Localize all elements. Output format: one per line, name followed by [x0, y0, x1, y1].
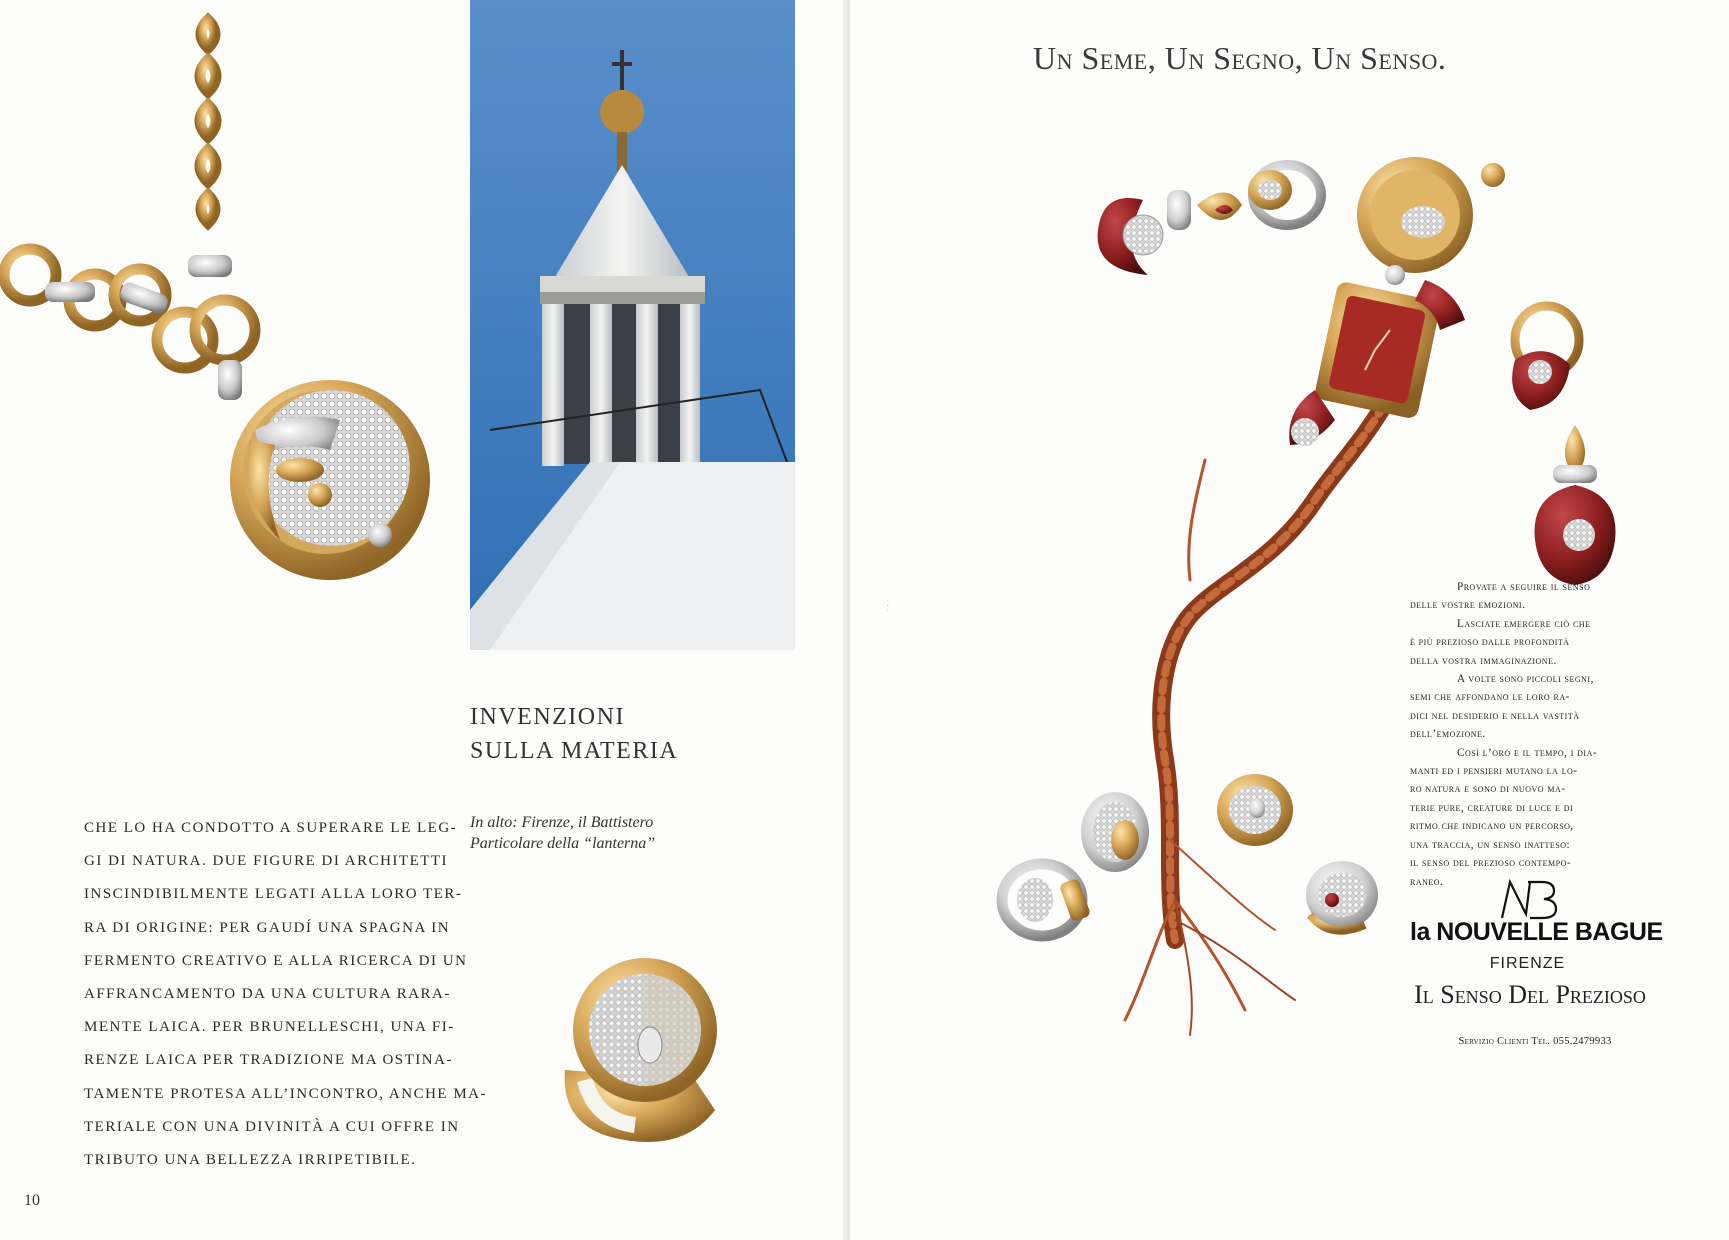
ad-line: è più prezioso dalle profondità — [1410, 636, 1570, 649]
body-line: RENZE LAICA PER TRADIZIONE MA OSTINA- — [84, 1052, 453, 1069]
brand-city: FIRENZE — [1489, 955, 1566, 972]
ad-line: dell’emozione. — [1410, 728, 1486, 741]
ad-line: il senso del prezioso contempo- — [1410, 857, 1572, 870]
ad-line: dici nel desiderio e nella vastità — [1410, 709, 1580, 722]
article-body — [84, 812, 488, 1177]
ad-line: semi che affondano le loro ra- — [1410, 691, 1570, 704]
body-line: MENTE LAICA. PER BRUNELLESCHI, UNA FI- — [84, 1019, 455, 1036]
ad-line: ritmo che indicano un percorso, — [1410, 820, 1574, 833]
ad-line: una traccia, un senso inatteso: — [1410, 838, 1571, 851]
ad-line: Lasciate emergere ciò che — [1457, 617, 1591, 630]
heading-line: INVENZIONI — [470, 704, 625, 730]
brand-name: la NOUVELLE BAGUE — [1410, 918, 1663, 946]
body-line: TRIBUTO UNA BELLEZZA IRRIPETIBILE. — [84, 1152, 417, 1169]
caption-line: In alto: Firenze, il Battistero — [470, 814, 654, 831]
body-line: TERIALE CON UNA DIVINITÀ A CUI OFFRE IN — [84, 1118, 460, 1135]
body-line: AFFRANCAMENTO DA UNA CULTURA RARA- — [84, 986, 451, 1003]
customer-service-phone: Servizio Clienti Tel. 055.2479933 — [1458, 1036, 1612, 1047]
section-heading — [470, 700, 678, 768]
body-line: CHE LO HA CONDOTTO A SUPERARE LE LEG- — [84, 820, 458, 836]
ad-copy — [1410, 578, 1645, 891]
ad-line: della vostra immaginazione. — [1410, 654, 1557, 667]
baptistery-lantern-photo — [470, 0, 795, 650]
body-line: RA DI ORIGINE: PER GAUDÍ UNA SPAGNA IN — [84, 919, 451, 936]
body-line: TAMENTE PROTESA ALL’INCONTRO, ANCHE MA- — [84, 1085, 488, 1102]
ad-line: raneo. — [1410, 875, 1444, 888]
ad-line: Provate a seguire il senso — [1457, 581, 1591, 593]
ad-line: delle vostre emozioni. — [1410, 599, 1526, 612]
body-line: FERMENTO CREATIVO E ALLA RICERCA DI UN — [84, 952, 468, 969]
page-number: 10 — [24, 1192, 40, 1209]
caption-line: Particolare della “lanterna” — [470, 835, 656, 852]
necklace-image — [0, 0, 440, 600]
left-page — [0, 0, 850, 1240]
photo-caption — [470, 812, 655, 854]
body-line: INSCINDIBILMENTE LEGATI ALLA LORO TER- — [84, 886, 463, 903]
photo-credit: · · · — [884, 600, 890, 612]
heading-line: SULLA MATERIA — [470, 738, 679, 764]
ad-line: ro natura e sono di nuovo ma- — [1410, 783, 1566, 796]
ring-image — [545, 950, 745, 1150]
ad-line: Così l’oro e il tempo, i dia- — [1457, 746, 1598, 759]
brand-tagline: Il Senso Del Prezioso — [1414, 980, 1646, 1009]
ad-line: A volte sono piccoli segni, — [1457, 673, 1594, 686]
ad-slogan: Un Seme, Un Segno, Un Senso. — [1033, 40, 1447, 76]
ad-line: terie pure, creature di luce e di — [1410, 801, 1574, 814]
ad-line: manti ed i pensieri mutano la lo- — [1410, 765, 1578, 778]
nb-logo-icon — [1498, 878, 1562, 920]
body-line: GI DI NATURA. DUE FIGURE DI ARCHITETTI — [84, 853, 449, 870]
